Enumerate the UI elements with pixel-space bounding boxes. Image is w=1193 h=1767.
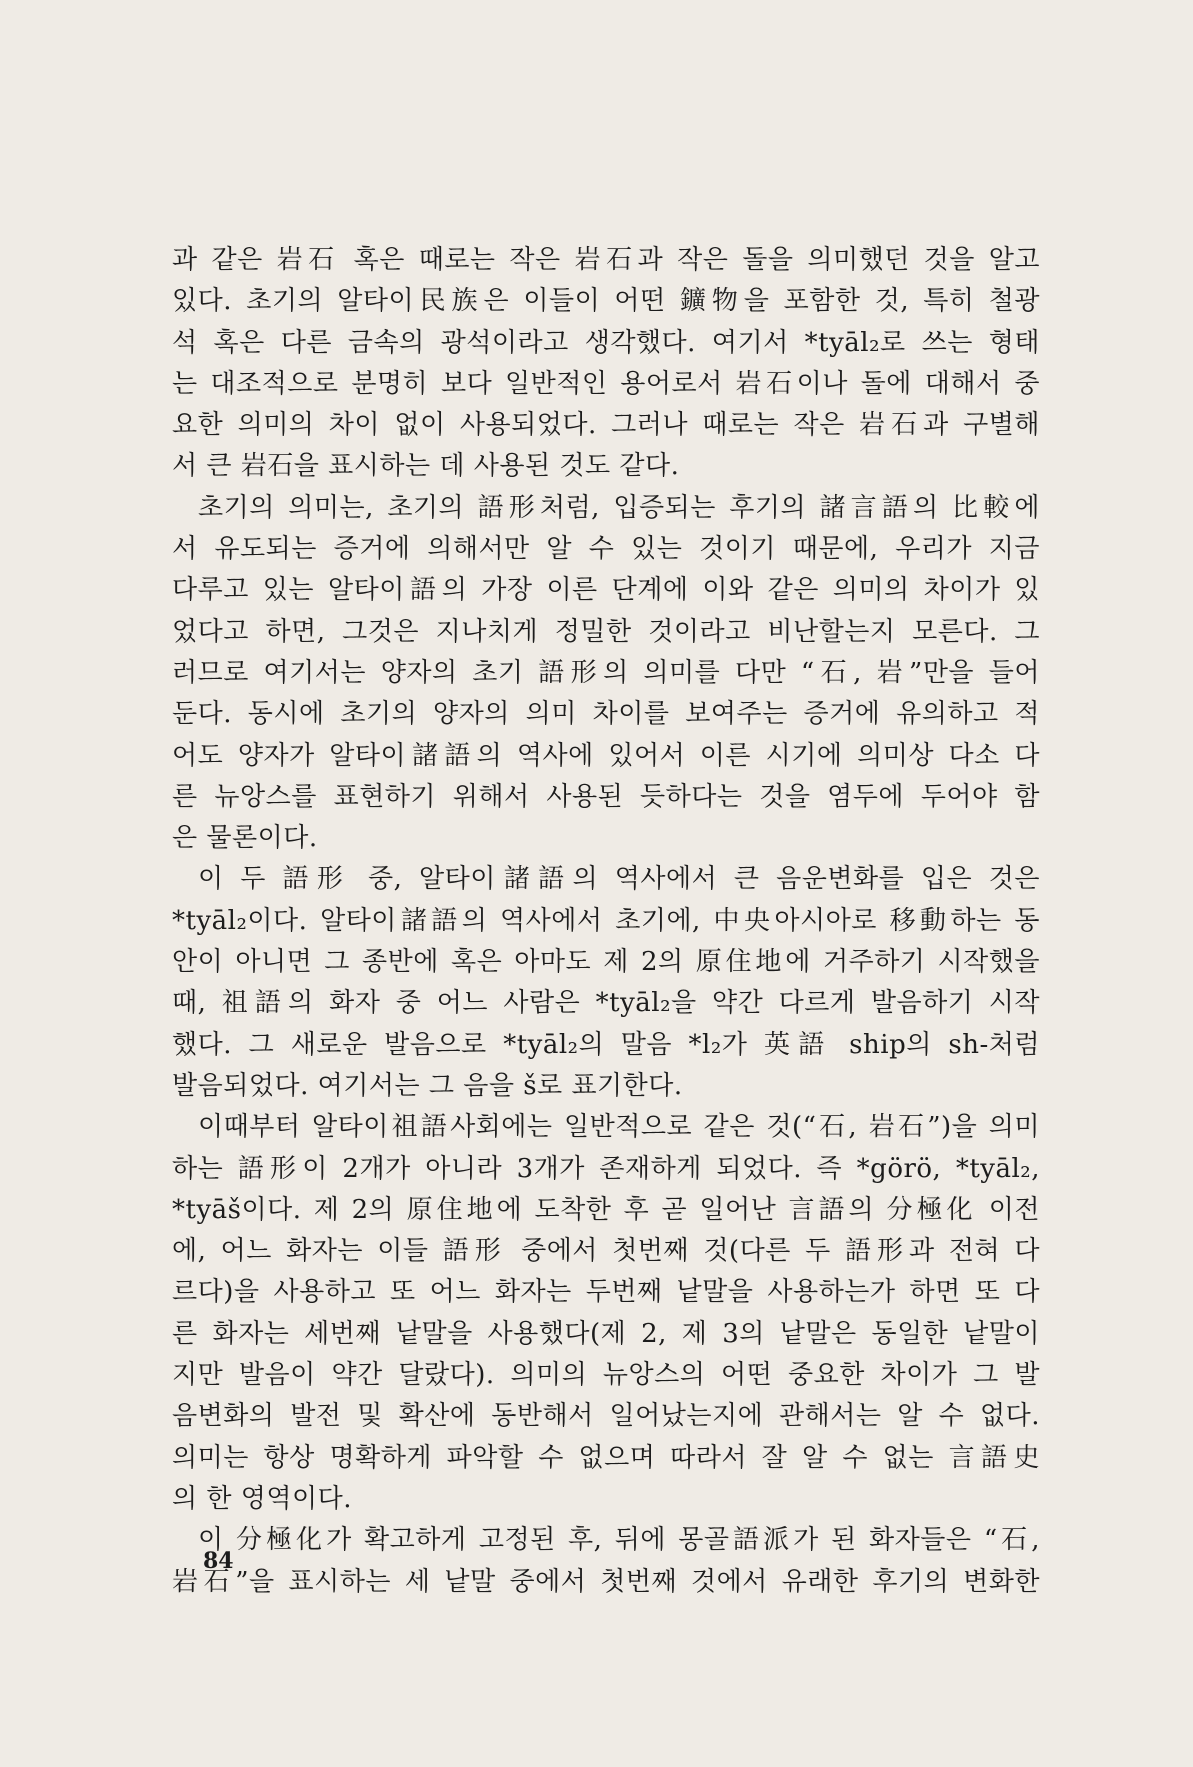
text-line: 은 물론이다. [172,823,318,854]
text-line: 석 혹은 다른 금속의 광석이라고 생각했다. 여기서 *tyāl₂로 쓰는 형태 [172,327,1040,358]
text-line: 안이 아니면 그 종반에 혹은 아마도 제 2의 原住地에 거주하기 시작했을 [172,947,1040,978]
text-line: 발음되었다. 여기서는 그 음을 š로 표기한다. [172,1070,683,1101]
text-line: 르다)을 사용하고 또 어느 화자는 두번째 낱말을 사용하는가 하면 또 다 [172,1277,1040,1308]
text-line: 른 뉴앙스를 표현하기 위해서 사용된 듯하다는 것을 염두에 두어야 함 [172,781,1040,812]
text-line: 에, 어느 화자는 이들 語形 중에서 첫번째 것(다른 두 語形과 전혀 다 [172,1236,1040,1267]
text-line: 岩石”을 표시하는 세 낱말 중에서 첫번째 것에서 유래한 후기의 변화한 [172,1566,1040,1597]
text-line: 러므로 여기서는 양자의 초기 語形의 의미를 다만 “石, 岩”만을 들어 [172,657,1040,688]
text-line: 지만 발음이 약간 달랐다). 의미의 뉴앙스의 어떤 중요한 차이가 그 발 [172,1360,1040,1391]
text-line: 있다. 초기의 알타이民族은 이들이 어떤 鑛物을 포함한 것, 특히 철광 [172,286,1040,317]
text-line: 다루고 있는 알타이語의 가장 이른 단계에 이와 같은 의미의 차이가 있 [172,575,1040,606]
text-line: 과 같은 岩石 혹은 때로는 작은 岩石과 작은 돌을 의미했던 것을 알고 [172,245,1040,275]
text-line: *tyāl₂이다. 알타이諸語의 역사에서 초기에, 中央아시아로 移動하는 동 [172,905,1040,936]
body-text [172,240,1040,1603]
page-number: 84 [203,1548,234,1574]
text-line: 서 큰 岩石을 표시하는 데 사용된 것도 같다. [172,451,680,482]
text-line: 음변화의 발전 및 확산에 동반해서 일어났는지에 관해서는 알 수 없다. [172,1401,1040,1432]
text-line: 하는 語形이 2개가 아니라 3개가 존재하게 되었다. 즉 *görö, *tyāl₂, [172,1153,1040,1184]
text-line: 는 대조적으로 분명히 보다 일반적인 용어로서 岩石이나 돌에 대해서 중 [172,368,1040,399]
text-line: 초기의 의미는, 초기의 語形처럼, 입증되는 후기의 諸言語의 比較에 [198,492,1040,523]
text-line: 이 分極化가 확고하게 고정된 후, 뒤에 몽골語派가 된 화자들은 “石, [198,1525,1040,1556]
text-line: 의미는 항상 명확하게 파악할 수 없으며 따라서 잘 알 수 없는 言語史 [172,1442,1040,1473]
text-line: 른 화자는 세번째 낱말을 사용했다(제 2, 제 3의 낱말은 동일한 낱말이 [172,1318,1040,1349]
text-line: 의 한 영역이다. [172,1483,352,1514]
text-line: 서 유도되는 증거에 의해서만 알 수 있는 것이기 때문에, 우리가 지금 [172,534,1040,565]
text-line: 이때부터 알타이祖語사회에는 일반적으로 같은 것(“石, 岩石”)을 의미 [198,1112,1040,1143]
text-line: *tyāš이다. 제 2의 原住地에 도착한 후 곧 일어난 言語의 分極化 이전 [172,1194,1040,1225]
text-line: 었다고 하면, 그것은 지나치게 정밀한 것이라고 비난할는지 모른다. 그 [172,616,1040,647]
text-line: 요한 의미의 차이 없이 사용되었다. 그러나 때로는 작은 岩石과 구별해 [172,410,1040,441]
text-line: 어도 양자가 알타이諸語의 역사에 있어서 이른 시기에 의미상 다소 다 [172,740,1040,771]
text-line: 이 두 語形 중, 알타이諸語의 역사에서 큰 음운변화를 입은 것은 [198,864,1040,895]
text-line: 때, 祖語의 화자 중 어느 사람은 *tyāl₂을 약간 다르게 발음하기 시작 [172,988,1040,1019]
text-line: 했다. 그 새로운 발음으로 *tyāl₂의 말음 *l₂가 英語 ship의 sh-처럼 [172,1029,1040,1060]
text-line: 둔다. 동시에 초기의 양자의 의미 차이를 보여주는 증거에 유의하고 적 [172,699,1040,730]
